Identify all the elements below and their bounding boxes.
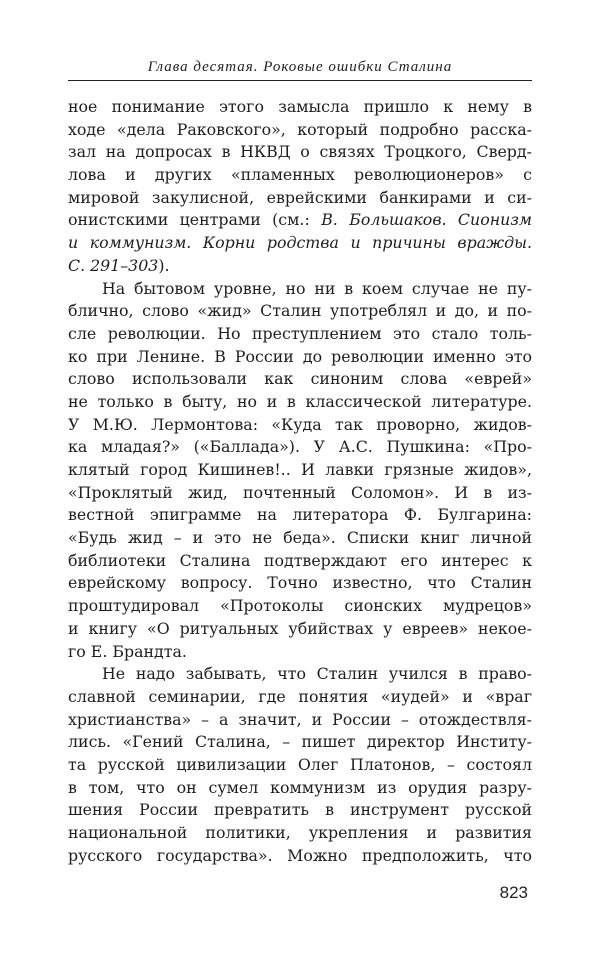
text-line: вестной эпиграмме на литератора Ф. Булгарина: (68, 505, 532, 525)
citation-italic: В. Большаков. Сионизм (321, 210, 532, 230)
citation-italic: С. 291–303 (68, 255, 159, 275)
text-line: в том, что он сумел коммунизм из орудия разру- (68, 777, 532, 797)
running-header (68, 56, 532, 81)
text-line: русского государства». Можно предположить, что (68, 845, 532, 865)
text-line: ка младая?» («Баллада»). У А.С. Пушкина: «Про- (68, 437, 532, 457)
text-line: та русской цивилизации Олег Платонов, – состоял (68, 754, 532, 774)
text-line: ходе «дела Раковского», который подробно расска- (68, 119, 532, 139)
text-line: С. 291–303). (68, 255, 170, 275)
text-line: мировой закулисной, еврейскими банкирами и си- (68, 187, 532, 207)
text-line: и книгу «О ритуальных убийствах у евреев» некое- (68, 618, 532, 638)
text-line: ко при Ленине. В России до революции именно это (68, 346, 532, 366)
running-title: Глава десятая. Роковые ошибки Сталина (147, 59, 453, 75)
text-line: зал на допросах в НКВД о связях Троцкого, Сверд- (68, 142, 532, 162)
body-text (68, 96, 532, 867)
text-line: лова и других «пламенных революционеров» с (68, 165, 532, 185)
text-line: онистскими центрами (см.: В. Большаков. Сионизм (68, 210, 532, 230)
text-line: ное понимание этого замысла пришло к нему в (68, 97, 532, 116)
text-line: «Проклятый жид, почтенный Соломон». И в из- (68, 482, 532, 502)
citation-italic: и коммунизм. Корни родства и причины вражды. (68, 233, 532, 253)
text-line: не только в быту, но и в классической литературе. (68, 391, 532, 411)
paragraph-1 (68, 96, 532, 278)
text-line: блично, слово «жид» Сталин употреблял и до, и по- (68, 301, 532, 321)
text-line: национальной политики, укрепления и развития (68, 823, 532, 842)
text-line: славной семинарии, где понятия «иудей» и «враг (68, 686, 532, 706)
text-line: На бытовом уровне, но ни в коем случае не пу- (102, 278, 532, 298)
text-line: библиотеки Сталина подтверждают его интерес к (68, 550, 532, 570)
page-number: 823 (499, 883, 528, 902)
text-line: Не надо забывать, что Сталин учился в право- (102, 664, 532, 684)
text-line: лись. «Гений Сталина, – пишет директор Институ- (68, 732, 532, 752)
paragraph-2 (68, 278, 532, 664)
text-line: У М.Ю. Лермонтова: «Куда так проворно, жидов- (68, 414, 532, 434)
text-line: христианства» – а значит, и России – отождествля- (68, 709, 532, 729)
text-line: клятый город Кишинев!.. И лавки грязные жидов», (68, 460, 532, 479)
text-line: го Е. Брандта. (68, 641, 187, 661)
text-line: слово использовали как синоним слова «еврей» (68, 369, 532, 389)
text-line: сле революции. Но преступлением это стало толь- (68, 323, 532, 343)
paragraph-3 (68, 663, 532, 867)
text-line: проштудировал «Протоколы сионских мудрецов» (68, 596, 532, 616)
text-line: «Будь жид – и это не беда». Списки книг личной (68, 528, 532, 548)
text-line: еврейскому вопросу. Точно известно, что Сталин (68, 573, 532, 593)
text-line: шения России превратить в инструмент русской (68, 800, 532, 820)
